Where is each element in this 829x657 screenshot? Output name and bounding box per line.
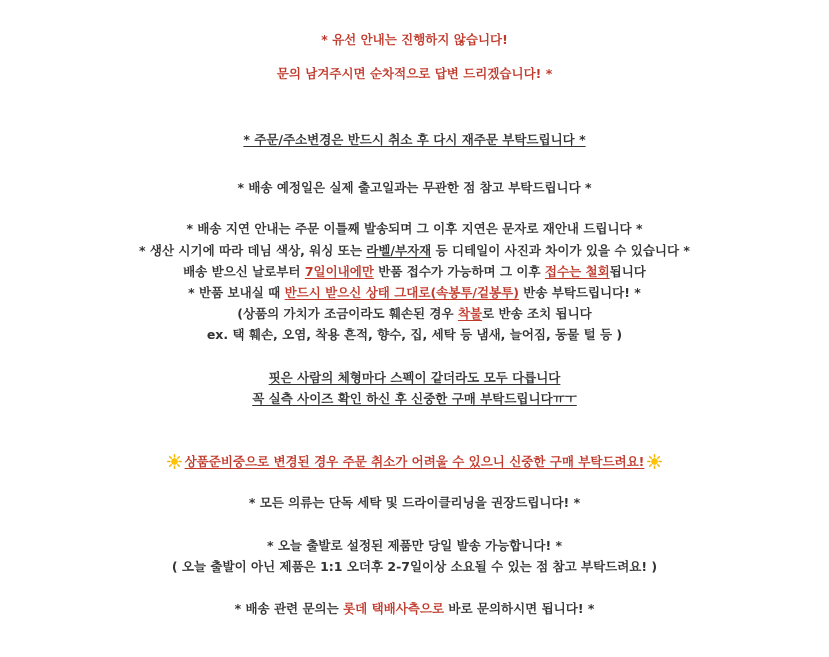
text-segment: 로 반송 조치 됩니다: [482, 306, 592, 321]
notice-same-day-line: * 오늘 출발로 설정된 제품만 당일 발송 가능합니다! *: [266, 538, 563, 553]
notice-damage-line: [0, 305, 829, 323]
highlight-courier: 롯데 택배사측으로: [343, 601, 445, 616]
notice-cancel-warning-line: [0, 453, 829, 471]
notice-lead-time-line: ( 오늘 출발이 아닌 제품은 1:1 오더후 2-7일이상 소요될 수 있는 점 참고 부탁드려요! ): [171, 559, 658, 574]
text-segment: 반송 부탁드립니다! *: [518, 285, 641, 300]
text-segment: * 배송 관련 문의는: [234, 601, 344, 616]
notice-ship-date-line: * 배송 예정일은 실제 출고일과는 무관한 점 참고 부탁드립니다 *: [237, 180, 592, 195]
text-segment: 됩니다: [609, 264, 646, 279]
notice-order-change-line: * 주문/주소변경은 반드시 취소 후 다시 재주문 부탁드립니다 *: [243, 132, 586, 147]
highlight-original-state: 반드시 받으신 상태 그대로(속봉투/겉봉투): [284, 285, 519, 300]
highlight-7days: 7일이내에만: [304, 264, 374, 279]
notice-fit-line: 핏은 사람의 체형마다 스펙이 같더라도 모두 다릅니다: [268, 370, 561, 385]
highlight-label: 라벨/부자재: [366, 243, 432, 258]
text-segment: (상품의 가치가 조금이라도 훼손된 경우: [237, 306, 458, 321]
sun-icon: [647, 454, 662, 469]
text-segment: 반품 접수가 가능하며 그 이후: [373, 264, 545, 279]
text-segment: 등 디테일이 사진과 차이가 있을 수 있습니다 *: [431, 243, 690, 258]
notice-no-phone-line: * 유선 안내는 진행하지 않습니다!: [321, 32, 508, 47]
notice-size-check-line: 꼭 실측 사이즈 확인 하신 후 신중한 구매 부탁드립니다ㅠㅜ: [252, 391, 577, 406]
notice-return-package-line: [0, 284, 829, 302]
notice-courier-line: [0, 600, 829, 618]
sun-icon: [167, 454, 182, 469]
notice-return-period-line: [0, 263, 829, 281]
text-segment: 바로 문의하시면 됩니다! *: [444, 601, 595, 616]
notice-delay-line: * 배송 지연 안내는 주문 이틀째 발송되며 그 이후 지연은 문자로 재안내 드립니다 *: [186, 221, 643, 236]
text-segment: * 반품 보내실 때: [188, 285, 285, 300]
cancel-warning-text: 상품준비중으로 변경된 경우 주문 취소가 어려울 수 있으니 신중한 구매 부탁드려요!: [184, 454, 645, 469]
highlight-cod: 착불: [457, 306, 483, 321]
notice-reply-order-line: 문의 남겨주시면 순차적으로 답변 드리겠습니다! *: [276, 66, 553, 81]
text-segment: 배송 받으신 날로부터: [183, 264, 305, 279]
notice-damage-examples-line: ex. 택 훼손, 오염, 착용 흔적, 향수, 집, 세탁 등 냄새, 늘어짐, 동물 털 등 ): [206, 327, 623, 342]
notice-detail-diff-line: [0, 242, 829, 260]
highlight-withdrawn: 접수는 철회: [544, 264, 610, 279]
text-segment: * 생산 시기에 따라 데님 색상, 워싱 또는: [139, 243, 367, 258]
notice-laundry-line: * 모든 의류는 단독 세탁 및 드라이클리닝을 권장드립니다! *: [248, 495, 581, 510]
